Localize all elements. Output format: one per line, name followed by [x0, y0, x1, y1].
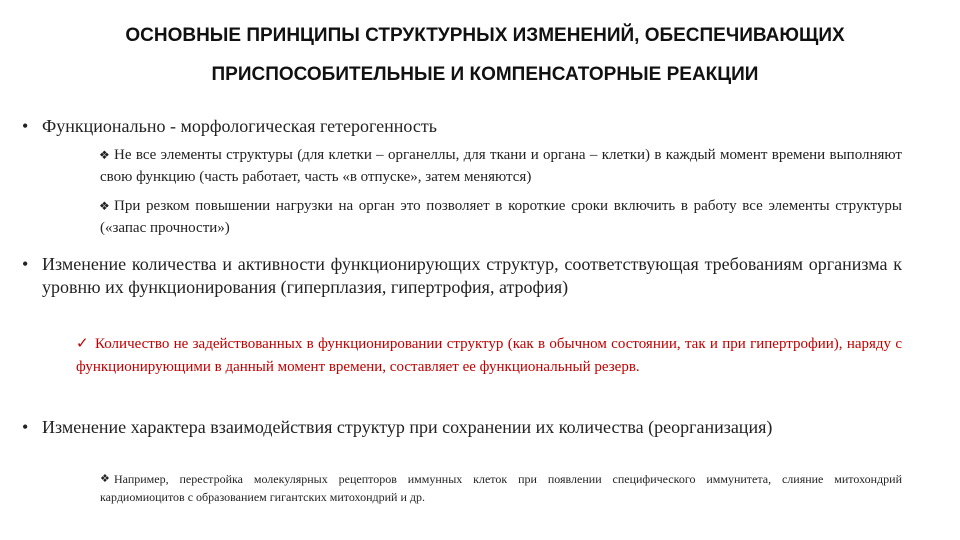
- bullet-item-3: [22, 416, 902, 439]
- bullet-item-1: [22, 115, 902, 138]
- sub-item-text: Не все элементы структуры (для клетки – органеллы, для ткани и органа – клетки) в каждый момент времени выполняют свою функцию (часть работает, часть «в отпуске», затем меняются): [100, 147, 902, 185]
- sub-item-1: [100, 145, 902, 188]
- diamond-bullet-icon: ❖: [99, 199, 110, 213]
- bullet-marker: •: [22, 254, 29, 274]
- bullet-marker: •: [22, 116, 29, 136]
- title-line-2: ПРИСПОСОБИТЕЛЬНЫЕ И КОМПЕНСАТОРНЫЕ РЕАКЦИИ: [211, 64, 759, 85]
- sub-item-text: При резком повышении нагрузки на орган это позволяет в короткие сроки включить в работу все элементы структуры («запас прочности»): [100, 198, 902, 236]
- sub-item-2: [100, 196, 902, 239]
- sub-item-text: Количество не задействованных в функционировании структур (как в обычном состоянии, так и при гипертрофии), наряду с функционирующими в данный момент времени, составляет ее функциональный резерв.: [76, 336, 902, 375]
- title-line-1: ОСНОВНЫЕ ПРИНЦИПЫ СТРУКТУРНЫХ ИЗМЕНЕНИЙ, ОБЕСПЕЧИВАЮЩИХ: [125, 25, 845, 46]
- bullet-item-2: [22, 253, 902, 299]
- sub-item-4: [100, 470, 902, 506]
- bullet-text: Изменение количества и активности функционирующих структур, соответствующая требованиям организма к уровню их функционирования (гиперплазия, гипертрофия, атрофия): [42, 254, 902, 297]
- checkmark-icon: ✓: [76, 336, 89, 352]
- bullet-marker: •: [22, 417, 29, 437]
- diamond-bullet-icon: ❖: [99, 148, 110, 162]
- slide-title: [40, 16, 930, 94]
- sub-item-3-highlight: [76, 333, 902, 379]
- bullet-text: Функционально - морфологическая гетерогенность: [42, 116, 437, 136]
- diamond-bullet-icon: ❖: [100, 473, 110, 485]
- bullet-text: Изменение характера взаимодействия структур при сохранении их количества (реорганизация): [42, 417, 773, 437]
- sub-item-text: Например, перестройка молекулярных рецепторов иммунных клеток при появлении специфического иммунитета, слияние митохондрий кардиомиоцитов с образованием гигантских митохондрий и др.: [100, 472, 902, 504]
